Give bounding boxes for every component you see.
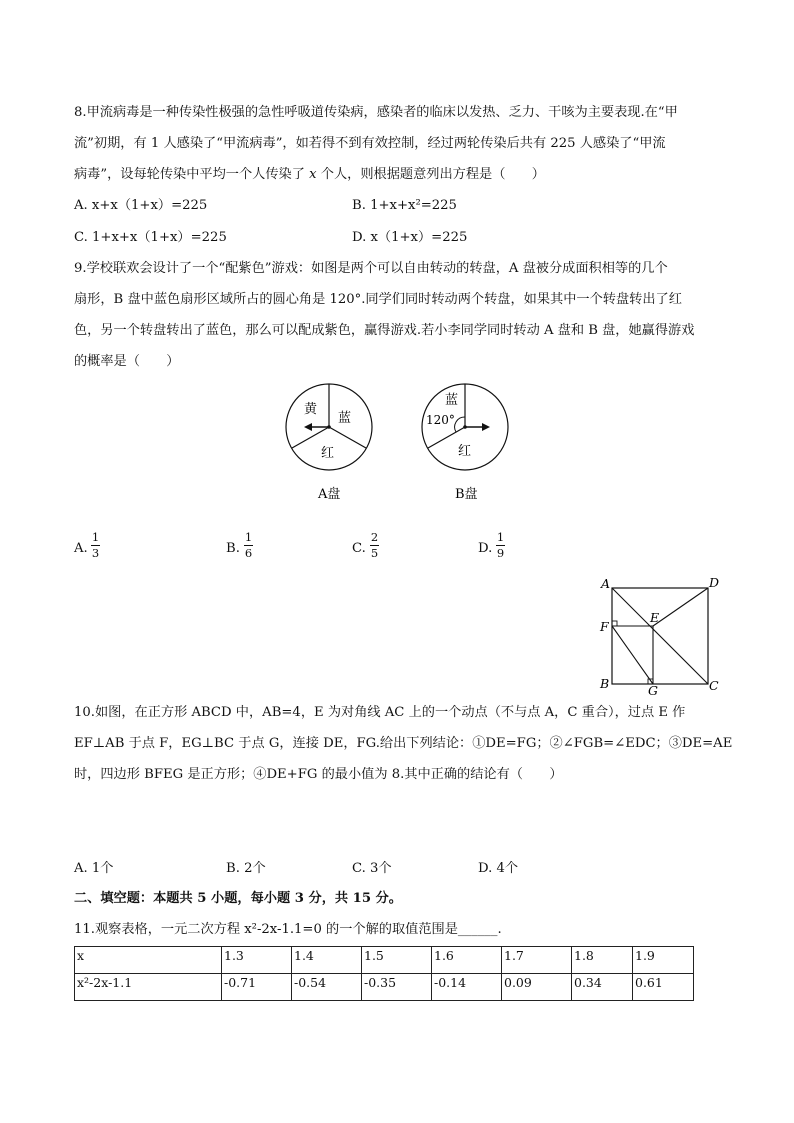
q9-line-2: 扇形，B 盘中蓝色扇形区域所占的圆心角是 120°.同学们同时转动两个转盘，如果其中一个转盘转出了红	[74, 292, 682, 307]
table-cell: x	[75, 947, 222, 974]
disk-b-red: 红	[458, 444, 472, 459]
square-figure	[596, 574, 726, 698]
q10-line-2: EF⊥AB 于点 F，EG⊥BC 于点 G，连接 DE，FG.给出下列结论：①DE=FG；②∠FGB=∠EDC；③DE=AE	[74, 736, 733, 751]
table-cell: -0.54	[292, 974, 362, 1001]
table-cell: -0.14	[432, 974, 502, 1001]
table-cell: 0.34	[572, 974, 633, 1001]
q10-option-c: C. 3个	[352, 861, 392, 876]
table-row	[75, 974, 694, 1001]
q8-line-2: 流”初期，有 1 人感染了“甲流病毒”，如若得不到有效控制，经过两轮传染后共有 225 人感染了“甲流	[74, 136, 666, 151]
q9-option-c: C.	[352, 541, 366, 556]
table-cell: 1.9	[633, 947, 694, 974]
table-cell: -0.71	[222, 974, 292, 1001]
table-cell: 1.7	[502, 947, 572, 974]
label-f: F	[600, 619, 609, 634]
q8-option-c: C. 1+x+x（1+x）=225	[74, 230, 227, 245]
q9-option-d: D.	[478, 541, 493, 556]
table-cell: -0.35	[362, 974, 432, 1001]
q11-table	[74, 946, 694, 1001]
label-e: E	[650, 610, 660, 625]
q8-option-d: D. x（1+x）=225	[352, 230, 468, 245]
q10-option-d: D. 4个	[478, 861, 519, 876]
disk-a	[286, 384, 372, 502]
q11-line-1: 11.观察表格，一元二次方程 x²-2x-1.1=0 的一个解的取值范围是______.	[74, 922, 502, 937]
q8-option-b: B. 1+x+x²=225	[352, 198, 457, 213]
table-cell: 1.5	[362, 947, 432, 974]
table-cell: 0.09	[502, 974, 572, 1001]
spinner-figure	[280, 378, 520, 508]
label-c: C	[709, 678, 719, 693]
label-a: A	[601, 576, 611, 591]
q8-option-a: A. x+x（1+x）=225	[74, 198, 208, 213]
disk-a-blue: 蓝	[338, 411, 352, 426]
table-cell: 1.6	[432, 947, 502, 974]
q9-option-a: A.	[74, 541, 88, 556]
section-2-heading: 二、填空题：本题共 5 小题，每小题 3 分，共 15 分。	[74, 891, 402, 906]
table-cell: 0.61	[633, 974, 694, 1001]
q9-option-c-fraction: 2 5	[370, 530, 379, 560]
q10-option-a: A. 1个	[74, 861, 114, 876]
disk-b-blue: 蓝	[445, 393, 459, 408]
table-row	[75, 947, 694, 974]
label-b: B	[600, 676, 610, 691]
disk-a-red: 红	[321, 446, 335, 461]
disk-b	[422, 384, 508, 502]
q9-line-4: 的概率是（ ）	[74, 354, 180, 369]
q8-line-3: 病毒”，设每轮传染中平均一个人传染了 x 个人，则根据题意列出方程是（ ）	[74, 167, 545, 182]
q9-option-b-fraction: 1 6	[244, 530, 253, 560]
disk-b-caption: B盘	[455, 487, 478, 502]
q9-line-3: 色，另一个转盘转出了蓝色，那么可以配成紫色，赢得游戏.若小李同学同时转动 A 盘和 B 盘，她赢得游戏	[74, 323, 695, 338]
table-cell: x²-2x-1.1	[75, 974, 222, 1001]
q8-line-1: 8.甲流病毒是一种传染性极强的急性呼吸道传染病，感染者的临床以发热、乏力、干咳为主要表现.在“甲	[74, 105, 678, 120]
q9-option-b: B.	[226, 541, 240, 556]
q10-line-1: 10.如图，在正方形 ABCD 中，AB=4，E 为对角线 AC 上的一个动点（不与点 A，C 重合），过点 E 作	[74, 705, 686, 720]
table-cell: 1.8	[572, 947, 633, 974]
label-g: G	[648, 683, 658, 698]
q9-line-1: 9.学校联欢会设计了一个“配紫色”游戏：如图是两个可以自由转动的转盘，A 盘被分成面积相等的几个	[74, 261, 668, 276]
table-cell: 1.4	[292, 947, 362, 974]
disk-a-yellow: 黄	[304, 402, 318, 417]
disk-a-caption: A盘	[318, 487, 341, 502]
q10-line-3: 时，四边形 BFEG 是正方形；④DE+FG 的最小值为 8.其中正确的结论有（ ）	[74, 767, 563, 782]
q9-option-a-fraction: 1 3	[91, 530, 100, 560]
label-d: D	[709, 575, 720, 590]
table-cell: 1.3	[222, 947, 292, 974]
q9-option-d-fraction: 1 9	[496, 530, 505, 560]
q10-option-b: B. 2个	[226, 861, 266, 876]
disk-b-angle: 120°	[426, 413, 455, 427]
